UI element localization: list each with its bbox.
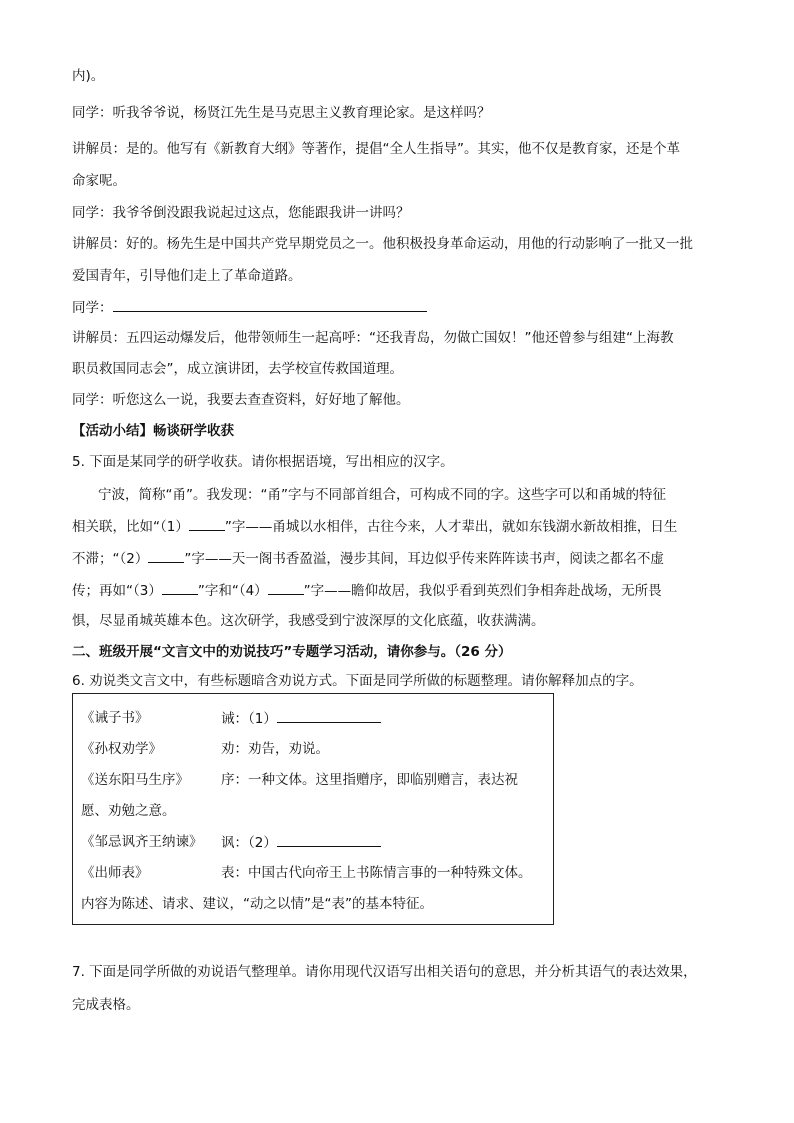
q6-title-table [72, 693, 554, 925]
dialogue-line: 讲解员：好的。杨先生是中国共产党早期党员之一。他积极投身革命运动，用他的行动影响了一批又一批 [72, 236, 693, 252]
dialogue-answer-line [72, 297, 427, 318]
dialogue-line: 职员救国同志会”，成立演讲团，去学校宣传救国道理。 [72, 361, 403, 377]
q6-row-note: 表：中国古代向帝王上书陈情言事的一种特殊文体。 [221, 865, 532, 881]
q5-text: ”字——瞻仰故居，我似乎看到英烈们争相奔赴战场，无所畏 [303, 583, 662, 599]
dialogue-line: 命家呢。 [72, 173, 126, 189]
q6-row-title: 《诫子书》 [81, 710, 149, 726]
q5-paragraph-line [72, 580, 662, 601]
q5-text: ”字——天一阁书香盈溢，漫步其间，耳边似乎传来阵阵读书声，阅读之都名不虚 [184, 551, 664, 567]
q6-row-title: 《孙权劝学》 [81, 741, 162, 757]
q5-text: ”字和“（4） [197, 583, 268, 599]
q6-row-title: 《出师表》 [81, 865, 149, 881]
q5-paragraph-line: 惧，尽显甬城英雄本色。这次研学，我感受到宁波深厚的文化底蕴，收获满满。 [72, 613, 545, 629]
q5-blank-2[interactable] [148, 548, 184, 563]
q5-text: ”字——甬城以水相伴，古往今来，人才辈出，就如东钱湖水新故相推，日生 [224, 519, 678, 535]
q6-note-text: 诫：（1） [221, 711, 277, 727]
q5-text: 不滞；“（2） [72, 551, 149, 567]
dialogue-line: 讲解员：五四运动爆发后，他带领师生一起高呼：“还我青岛，勿做亡国奴！”他还曾参与组建“上海教 [72, 330, 674, 346]
dialogue-line: 同学：我爷爷倒没跟我说起过这点，您能跟我讲一讲吗？ [72, 205, 410, 221]
q6-row-title: 《送东阳马生序》 [81, 772, 189, 788]
q5-text: 相关联，比如“（1） [72, 519, 189, 535]
answer-blank[interactable] [113, 297, 427, 312]
q6-row-note [221, 832, 381, 853]
q5-blank-4[interactable] [268, 580, 304, 595]
q5-text: 传；再如“（3） [72, 583, 162, 599]
dialogue-speaker: 同学： [72, 300, 113, 316]
q6-blank-2[interactable] [277, 832, 381, 847]
dialogue-line: 讲解员：是的。他写有《新教育大纲》等著作，提倡“全人生指导”。其实，他不仅是教育家，还是个革 [72, 141, 680, 157]
q6-note-text: 讽：（2） [221, 835, 277, 851]
q7-stem-line: 完成表格。 [72, 997, 140, 1013]
q6-row-note: 序：一种文体。这里指赠序，即临别赠言，表达祝 [221, 772, 518, 788]
q6-row-continuation: 内容为陈述、请求、建议，“动之以情”是“表”的基本特征。 [81, 896, 433, 912]
q6-blank-1[interactable] [277, 708, 381, 723]
q5-paragraph-line [72, 548, 664, 569]
dialogue-line: 爱国青年，引导他们走上了革命道路。 [72, 268, 302, 284]
q6-row-note: 劝：劝告，劝说。 [221, 741, 329, 757]
q5-blank-1[interactable] [189, 516, 225, 531]
q7-stem-line: 7. 下面是同学所做的劝说语气整理单。请你用现代汉语写出相关语句的意思，并分析其语气的表达效果， [72, 964, 697, 980]
summary-heading: 【活动小结】畅谈研学收获 [72, 423, 234, 439]
dialogue-line: 同学：听您这么一说，我要去查查资料，好好地了解他。 [72, 392, 410, 408]
dialogue-line: 内)。 [72, 68, 105, 84]
section-2-heading: 二、班级开展“文言文中的劝说技巧”专题学习活动，请你参与。（26 分） [72, 644, 512, 660]
q5-paragraph-line: 宁波，简称“甬”。我发现：“甬”字与不同部首组合，可构成不同的字。这些字可以和甬城的特征 [98, 487, 666, 503]
q6-row-continuation: 愿、劝勉之意。 [81, 803, 176, 819]
q5-stem: 5. 下面是某同学的研学收获。请你根据语境，写出相应的汉字。 [72, 454, 454, 470]
q5-blank-3[interactable] [162, 580, 198, 595]
q6-row-note [221, 708, 381, 729]
dialogue-line: 同学：听我爷爷说，杨贤江先生是马克思主义教育理论家。是这样吗？ [72, 105, 491, 121]
q5-paragraph-line [72, 516, 677, 537]
q6-stem: 6. 劝说类文言文中，有些标题暗含劝说方式。下面是同学所做的标题整理。请你解释加点的字。 [72, 673, 643, 689]
q6-row-title: 《邹忌讽齐王纳谏》 [81, 834, 203, 850]
